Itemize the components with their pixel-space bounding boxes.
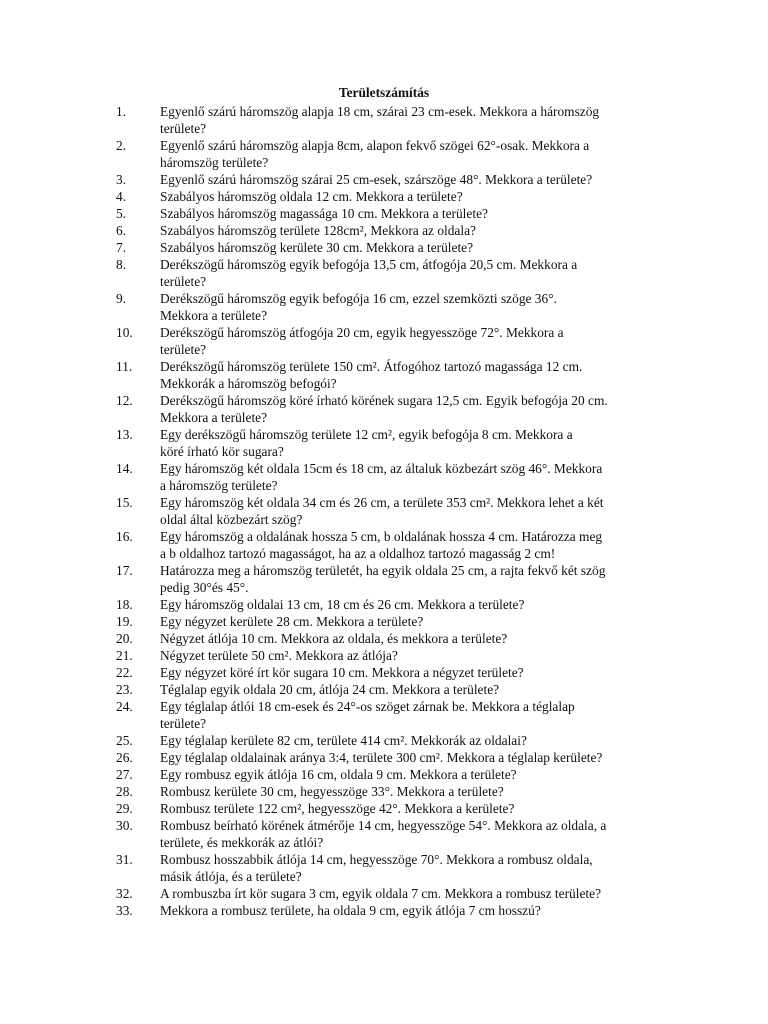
problem-number: 31. (116, 852, 133, 867)
problem-number: 10. (116, 325, 133, 340)
problem-item (0, 528, 768, 562)
problem-item (0, 630, 768, 647)
problem-text-line: Derékszögű háromszög területe 150 cm². Átfogóhoz tartozó magassága 12 cm. (160, 359, 583, 374)
problem-number: 23. (116, 682, 133, 697)
problem-text-line: Egy háromszög két oldala 34 cm és 26 cm, a területe 353 cm². Mekkora lehet a két (160, 495, 604, 510)
problem-item (0, 171, 768, 188)
problem-text-line: Rombusz beírható körének átmérője 14 cm, hegyesszöge 54°. Mekkora az oldala, a (160, 818, 607, 833)
problem-number: 19. (116, 614, 133, 629)
problem-number: 13. (116, 427, 133, 442)
problem-number: 7. (116, 240, 127, 255)
problem-number: 14. (116, 461, 133, 476)
problem-text-line: területe? (160, 121, 207, 136)
problem-text-line: Mekkora a területe? (160, 410, 268, 425)
problem-number: 24. (116, 699, 133, 714)
problem-text-line: Egy négyzet kerülete 28 cm. Mekkora a területe? (160, 614, 424, 629)
problem-item (0, 851, 768, 885)
problem-text-line: területe, és mekkorák az átlói? (160, 835, 324, 850)
problem-text-line: Egy háromszög a oldalának hossza 5 cm, b oldalának hossza 4 cm. Határozza meg (160, 529, 603, 544)
problem-text-line: területe? (160, 274, 207, 289)
problem-number: 25. (116, 733, 133, 748)
problem-number: 3. (116, 172, 127, 187)
problem-item (0, 222, 768, 239)
problem-item (0, 494, 768, 528)
problem-item (0, 137, 768, 171)
problem-text-line: Szabályos háromszög oldala 12 cm. Mekkora a területe? (160, 189, 463, 204)
problem-item (0, 426, 768, 460)
problem-text-line: Derékszögű háromszög köré írható körének sugara 12,5 cm. Egyik befogója 20 cm. (160, 393, 608, 408)
problem-text-line: Négyzet területe 50 cm². Mekkora az átlója? (160, 648, 398, 663)
problem-item (0, 681, 768, 698)
problem-number: 27. (116, 767, 133, 782)
problem-text-line: Derékszögű háromszög átfogója 20 cm, egyik hegyesszöge 72°. Mekkora a (160, 325, 564, 340)
problem-number: 26. (116, 750, 133, 765)
problem-item (0, 562, 768, 596)
problem-text-line: Rombusz kerülete 30 cm, hegyesszöge 33°. Mekkora a területe? (160, 784, 504, 799)
problem-number: 32. (116, 886, 133, 901)
problem-text-line: Mekkora a rombusz területe, ha oldala 9 cm, egyik átlója 7 cm hosszú? (160, 903, 541, 918)
problem-item (0, 596, 768, 613)
problem-number: 33. (116, 903, 133, 918)
problem-number: 29. (116, 801, 133, 816)
problem-text-line: Egy háromszög két oldala 15cm és 18 cm, az általuk közbezárt szög 46°. Mekkora (160, 461, 603, 476)
problem-item (0, 885, 768, 902)
document-title: Területszámítás (338, 85, 430, 100)
problem-text-line: Egy négyzet köré írt kör sugara 10 cm. Mekkora a négyzet területe? (160, 665, 524, 680)
problem-text-line: oldal által közbezárt szög? (160, 512, 303, 527)
problem-text-line: a háromszög területe? (160, 478, 278, 493)
problem-text-line: A rombuszba írt kör sugara 3 cm, egyik oldala 7 cm. Mekkora a rombusz területe? (160, 886, 602, 901)
problem-number: 20. (116, 631, 133, 646)
problem-text-line: Rombusz területe 122 cm², hegyesszöge 42°. Mekkora a kerülete? (160, 801, 515, 816)
problem-number: 8. (116, 257, 127, 272)
problem-item (0, 766, 768, 783)
problem-text-line: Mekkora a területe? (160, 308, 268, 323)
problem-number: 9. (116, 291, 127, 306)
problem-text-line: Négyzet átlója 10 cm. Mekkora az oldala, és mekkora a területe? (160, 631, 508, 646)
problem-item (0, 817, 768, 851)
problem-text-line: Határozza meg a háromszög területét, ha egyik oldala 25 cm, a rajta fekvő két szög (160, 563, 606, 578)
problem-text-line: pedig 30°és 45°. (160, 580, 249, 595)
problem-text-line: köré írható kör sugara? (160, 444, 284, 459)
problem-item (0, 460, 768, 494)
problem-number: 5. (116, 206, 127, 221)
problem-text-line: Téglalap egyik oldala 20 cm, átlója 24 cm. Mekkora a területe? (160, 682, 500, 697)
problem-text-line: Szabályos háromszög területe 128cm², Mekkora az oldala? (160, 223, 476, 238)
problem-number: 22. (116, 665, 133, 680)
problem-text-line: a b oldalhoz tartozó magasságot, ha az a oldalhoz tartozó magasság 2 cm! (160, 546, 556, 561)
problem-number: 2. (116, 138, 127, 153)
problem-item (0, 358, 768, 392)
problem-text-line: Szabályos háromszög kerülete 30 cm. Mekkora a területe? (160, 240, 474, 255)
problem-item (0, 205, 768, 222)
problem-text-line: Egyenlő szárú háromszög szárai 25 cm-esek, szárszöge 48°. Mekkora a területe? (160, 172, 593, 187)
problem-text-line: Egy téglalap átlói 18 cm-esek és 24°-os szöget zárnak be. Mekkora a téglalap (160, 699, 575, 714)
problem-text-line: területe? (160, 342, 207, 357)
problem-text-line: Egy téglalap kerülete 82 cm, területe 414 cm². Mekkorák az oldalai? (160, 733, 527, 748)
problem-item (0, 392, 768, 426)
problem-text-line: Egy rombusz egyik átlója 16 cm, oldala 9 cm. Mekkora a területe? (160, 767, 517, 782)
problem-number: 30. (116, 818, 133, 833)
problem-number: 21. (116, 648, 133, 663)
problem-item (0, 103, 768, 137)
problem-item (0, 664, 768, 681)
problem-text-line: területe? (160, 716, 207, 731)
problem-number: 28. (116, 784, 133, 799)
problem-text-line: Egy háromszög oldalai 13 cm, 18 cm és 26 cm. Mekkora a területe? (160, 597, 525, 612)
problem-text-line: Egy derékszögű háromszög területe 12 cm², egyik befogója 8 cm. Mekkora a (160, 427, 573, 442)
problem-number: 15. (116, 495, 133, 510)
problem-text-line: Szabályos háromszög magassága 10 cm. Mekkora a területe? (160, 206, 488, 221)
problem-item (0, 732, 768, 749)
problem-number: 16. (116, 529, 133, 544)
problem-text-line: Mekkorák a háromszög befogói? (160, 376, 337, 391)
problem-number: 18. (116, 597, 133, 612)
problem-item (0, 324, 768, 358)
problem-text-line: Rombusz hosszabbik átlója 14 cm, hegyesszöge 70°. Mekkora a rombusz oldala, (160, 852, 593, 867)
problem-item (0, 800, 768, 817)
problem-item (0, 902, 768, 919)
problem-text-line: Egyenlő szárú háromszög alapja 18 cm, szárai 23 cm-esek. Mekkora a háromszög (160, 104, 600, 119)
problem-number: 17. (116, 563, 133, 578)
problem-text-line: háromszög területe? (160, 155, 269, 170)
problem-item (0, 290, 768, 324)
problem-number: 4. (116, 189, 127, 204)
problem-item (0, 188, 768, 205)
problem-item (0, 647, 768, 664)
problem-text-line: Derékszögű háromszög egyik befogója 16 cm, ezzel szemközti szöge 36°. (160, 291, 557, 306)
problem-item (0, 256, 768, 290)
problem-item (0, 613, 768, 630)
problem-text-line: másik átlója, és a területe? (160, 869, 302, 884)
problem-item (0, 239, 768, 256)
problem-number: 1. (116, 104, 127, 119)
problem-number: 6. (116, 223, 127, 238)
problem-text-line: Derékszögű háromszög egyik befogója 13,5 cm, átfogója 20,5 cm. Mekkora a (160, 257, 578, 272)
problem-text-line: Egyenlő szárú háromszög alapja 8cm, alapon fekvő szögei 62°-osak. Mekkora a (160, 138, 590, 153)
problem-number: 12. (116, 393, 133, 408)
problem-item (0, 749, 768, 766)
problem-item (0, 698, 768, 732)
problem-list (0, 103, 768, 919)
problem-text-line: Egy téglalap oldalainak aránya 3:4, területe 300 cm². Mekkora a téglalap kerülete? (160, 750, 603, 765)
problem-number: 11. (116, 359, 133, 374)
problem-item (0, 783, 768, 800)
